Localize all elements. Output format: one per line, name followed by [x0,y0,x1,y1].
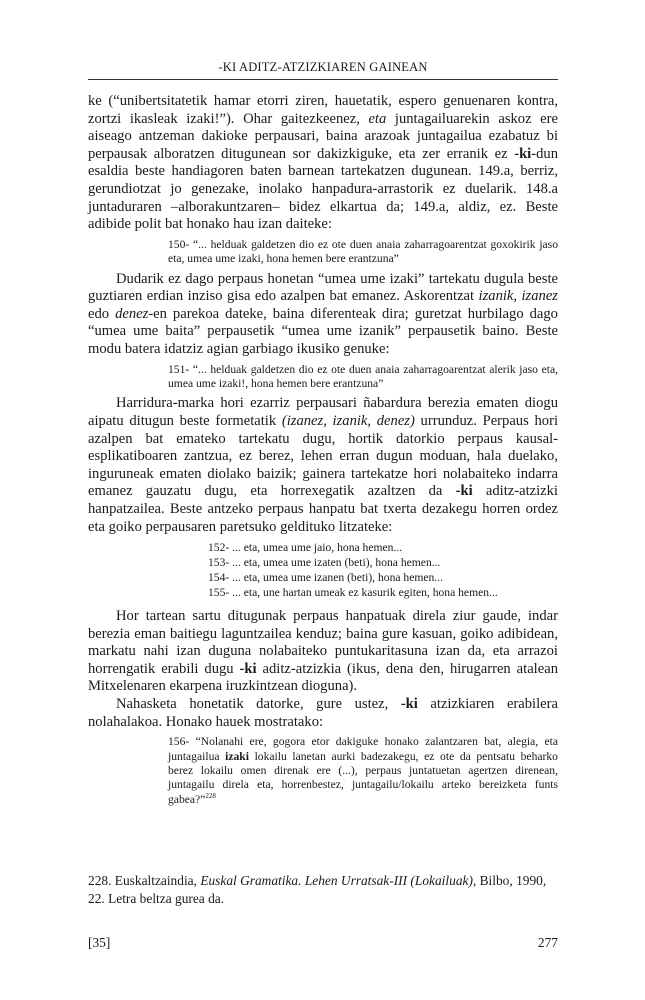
page-footer [88,935,558,951]
footnote-ref-228: 228 [205,792,216,801]
paragraph-4: Hor tartean sartu ditugunak perpaus hanpatuak direla ziur gaude, indar berezia eman baitiegu laguntzailea kenduz; baina gure kasuan, goiko adibidean, markatu nahi izan duguna nolabaiteko puntukaritasuna izan da, eta arrazoi horrengatik erabili dugu -ki aditz-atzizkia (ikus, dena den, hirugarren atalean Mitxelenaren ekarpena iruzkintzean dioguna). [88,608,558,695]
examples-152-155 [208,540,558,600]
paragraph-1: ke (“unibertsitatetik hamar etorri ziren, hauetatik, espero genuenaren kontra, zortzi ikasleak izaki!”). Ohar gaitezkeenez, eta juntagailuarekin askoz ere aiseago antzeman dakioke perpausari, baina arazoak juntagailua ezabatuz bi perpausak alboratzen ditugunean sor dakizkiguke, eta zer erranik ez -ki-dun esaldia beste handiagoren baten barnean tartekatzen dugunean. 149.a, berriz, gerundiotzat jo genezake, inolako hanpadura-arrastorik ez duelarik. 148.a juntaduraren –alborakuntzaren– bidez elkartua da; 149.a, aldiz, ez. Beste adibide polit bat honako hau izan daiteke: [88,93,558,233]
example-151: 151- “... helduak galdetzen dio ez ote duen anaia zaharragoarentzat alerik jaso eta, umea ume izaki!, hona hemen bere erantzuna” [168,362,558,390]
example-152: 152- ... eta, umea ume jaio, hona hemen... [208,541,403,555]
page-number: 277 [537,935,558,950]
example-153: 153- ... eta, umea ume izaten (beti), hona hemen... [208,556,441,570]
running-header: -KI ADITZ-ATZIZKIAREN GAINEAN [218,60,428,74]
main-text [88,93,558,811]
paragraph-5: Nahasketa honetatik datorke, gure ustez, -ki atzizkiaren erabilera nolahalakoa. Honako hauek mostratako: [88,696,558,730]
example-150: 150- “... helduak galdetzen dio ez ote duen anaia zaharragoarentzat goxokirik jaso eta, umea ume izaki, hona hemen bere erantzuna” [168,237,558,266]
section-number: [35] [88,935,111,950]
example-154: 154- ... eta, umea ume izanen (beti), hona hemen... [208,571,444,585]
header-rule [88,79,558,80]
footnote-228: 228. Euskaltzaindia, Euskal Gramatika. Lehen Urratsak-III (Lokailuak), Bilbo, 1990, 22. Letra beltza gurea da. [88,873,547,906]
paragraph-2: Dudarik ez dago perpaus honetan “umea ume izaki” tartekatu dugula beste guztiaren erdian inziso gisa edo azalpen bat emanez. Askorentzat izanik, izanez edo denez-en parekoa dateke, baina diferenteak dira; guretzat hurbilago dago “umea ume baita” perpausetik “umea ume izanik” perpausetik baino. Beste modu batera idatziz agian garbiago ikusiko genuke: [88,270,558,357]
example-156: 156- “Nolanahi ere, gogora etor dakiguke honako zalantzaren bat, alegia, eta juntagailua izaki lokailu lanetan aurki badezakegu, ez ote da pentsatu beharko berez lokailu omen direnak ere (...), perpaus juntatuetan agertzen direnean, juntagailu direla eta, horrenbestez, juntagailu/lokailu arteko bereizketa funts gabea?”$^{228}$ [168,735,558,806]
example-155: 155- ... eta, une hartan umeak ez kasurik egiten, hona hemen... [208,586,498,600]
paragraph-3: Harridura-marka hori ezarriz perpausari ñabardura berezia ematen diogu aipatu ditugun beste formetatik (izanez, izanik, denez) urrunduz. Perpaus hori azalpen bat emateko tartekatu dugu, hortik datorkio perpaus kausal-esplikatiboaren zantzua, ez berez, lehen erran dugun moduan, hala duelako, inguruneak ematen diolako baizik; gainera tartekatze hori nolabaiteko indarra emanez gauzatu dugu, eta horrexegatik azaltzen da -ki aditz-atzizki hanpatzailea. Beste antzeko perpaus hanpatu bat txerta dezakegu horren ordez eta goiko perpausaren paretsuko gelditukо litzateke: [88,395,558,535]
